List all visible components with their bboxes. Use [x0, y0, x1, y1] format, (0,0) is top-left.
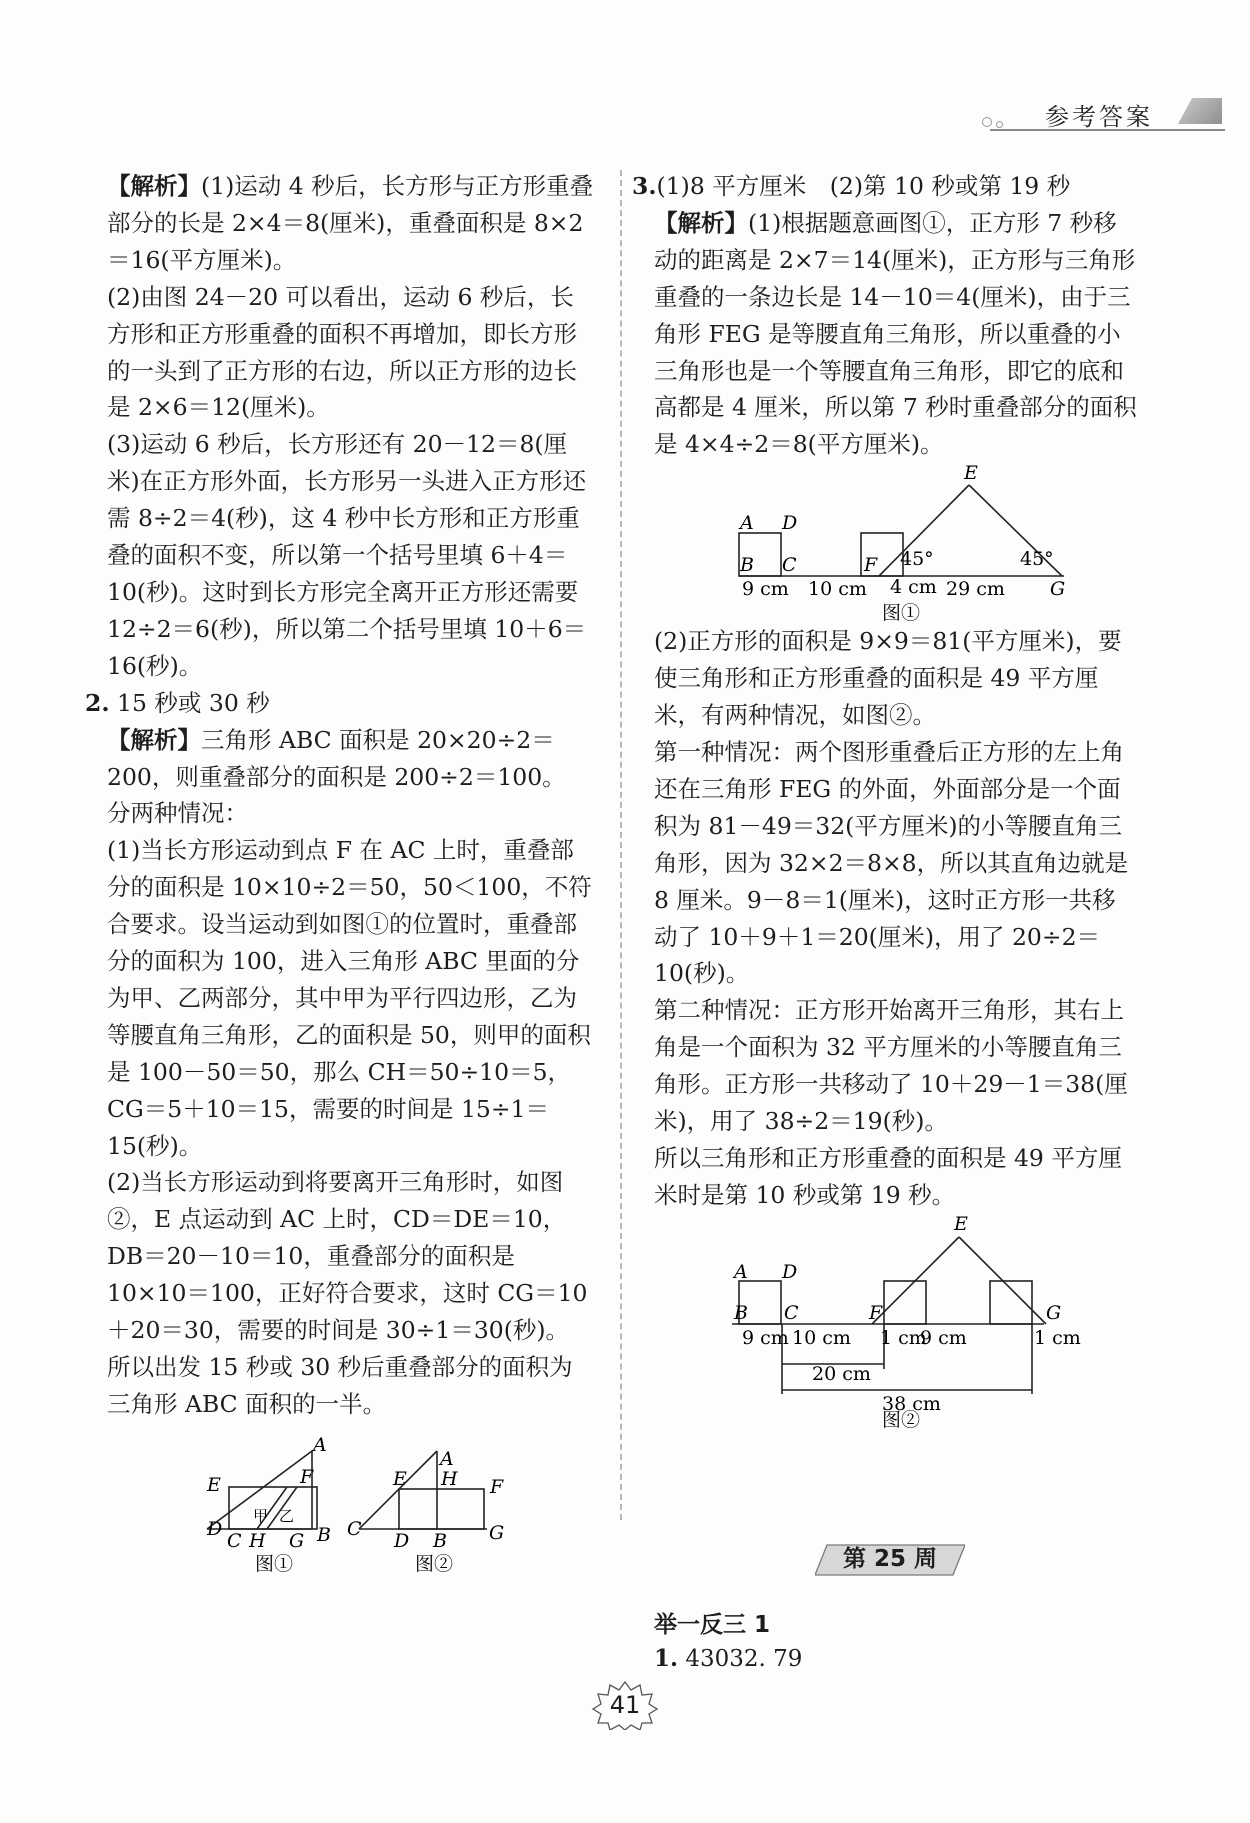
header-dot — [982, 117, 992, 127]
point-label-A: A — [734, 1260, 748, 1283]
point-label-D: D — [782, 1260, 798, 1283]
length-label: 10 cm — [792, 1326, 851, 1349]
point-label-A: A — [740, 512, 754, 535]
week-banner — [815, 1541, 965, 1579]
point-label-E: E — [207, 1473, 221, 1496]
length-label: 1 cm — [1034, 1326, 1081, 1349]
analysis-tag: 【解析】 — [654, 208, 748, 237]
length-label: 4 cm — [890, 576, 937, 599]
length-label: 1 cm — [880, 1326, 927, 1349]
answer-text: 43032. 79 — [685, 1646, 803, 1672]
analysis-tag: 【解析】 — [107, 172, 201, 200]
question-number: 1. — [654, 1645, 679, 1672]
page-header-title: 参考答案 — [1045, 103, 1153, 131]
question-number: 3. — [632, 172, 657, 200]
analysis-text: (1)运动 4 秒后，长方形与正方形重叠部分的长是 2×4＝8(厘米)，重叠面积是 8×2＝16(平方厘米)。 — [107, 172, 594, 274]
figure-left-2 — [359, 1451, 487, 1529]
page-number-text: 41 — [609, 1691, 641, 1719]
point-label-D: D — [782, 512, 798, 535]
week-title: 第 25 周 — [842, 1546, 938, 1572]
question-number: 2. — [85, 688, 110, 717]
section-title: 举一反三 1 — [654, 1612, 771, 1638]
analysis-paragraph — [107, 722, 594, 796]
point-label-G: G — [1046, 1301, 1062, 1324]
length-label: 9 cm — [742, 578, 789, 601]
length-label: 38 cm — [882, 1392, 941, 1415]
analysis-paragraph: 分两种情况： — [107, 799, 248, 828]
length-label: 9 cm — [920, 1326, 967, 1349]
point-label-B: B — [433, 1529, 447, 1552]
header-dot — [996, 121, 1003, 128]
question-answer — [632, 168, 1138, 205]
point-label-G: G — [1050, 578, 1066, 601]
left-column — [85, 168, 594, 1573]
point-label-B: B — [740, 554, 754, 577]
point-label-A: A — [440, 1447, 454, 1470]
analysis-paragraph: (2)当长方形运动到将要离开三角形时，如图②，E 点运动到 AC 上时，CD＝DE＝10，DB＝20－10＝10，重叠部分的面积是 10×10＝100，正好符合要求，这时 CG＝10＋20＝30，需要的时间是 30÷1＝30(秒)。 — [107, 1168, 588, 1345]
region-label-jia: 甲 — [253, 1506, 269, 1525]
page-number — [590, 1680, 660, 1730]
answer-text: (1)8 平方厘米 (2)第 10 秒或第 19 秒 — [656, 172, 1071, 200]
analysis-paragraph: 第一种情况：两个图形重叠后正方形的左上角还在三角形 FEG 的外面，外面部分是一个面积为 81－49＝32(平方厘米)的小等腰直角三角形，因为 32×2＝8×8，所以其直角边就是 8 厘米。9－8＝1(厘米)，这时正方形一共移动了 10＋9＋1＝20(厘米)，用了 20÷2＝10(秒)。 — [654, 737, 1129, 988]
point-label-A: A — [313, 1433, 327, 1456]
figure-caption: 图① — [255, 1552, 294, 1573]
left-figures — [107, 1423, 594, 1573]
analysis-paragraph: 所以三角形和正方形重叠的面积是 49 平方厘米时是第 10 秒或第 19 秒。 — [654, 1143, 1122, 1209]
right-figure-2 — [654, 1214, 1138, 1429]
analysis-paragraph — [107, 168, 594, 279]
length-label: 20 cm — [812, 1362, 871, 1385]
analysis-paragraph: (3)运动 6 秒后，长方形还有 20－12＝8(厘米)在正方形外面，长方形另一头进入正方形还需 8÷2＝4(秒)，这 4 秒中长方形和正方形重叠的面积不变，所以第一个括号里填 6＋4＝10(秒)。这时到长方形完全离开正方形还需要 12÷2＝6(秒)，所以第二个括号里填 10＋6＝16(秒)。 — [107, 430, 587, 680]
point-label-C: C — [784, 1301, 799, 1324]
point-label-B: B — [734, 1301, 748, 1324]
analysis-text: (1)根据题意画图①，正方形 7 秒移动的距离是 2×7＝14(厘米)，正方形与三角形重叠的一条边长是 14－10＝4(厘米)，由于三角形 FEG 是等腰直角三角形，所以重叠的小三角形也是一个等腰直角三角形，即它的底和高都是 4 厘米，所以第 7 秒时重叠部分的面积是 4×4÷2＝8(平方厘米)。 — [654, 208, 1137, 459]
figure-caption: 图① — [882, 602, 921, 624]
point-label-G: G — [489, 1521, 505, 1544]
point-label-E: E — [393, 1467, 407, 1490]
point-label-D: D — [394, 1529, 410, 1552]
point-label-C: C — [347, 1517, 362, 1540]
point-label-C: C — [782, 554, 797, 577]
analysis-paragraph — [654, 205, 1138, 463]
point-label-G: G — [289, 1529, 305, 1552]
point-label-C: C — [227, 1529, 242, 1552]
angle-label: 45° — [900, 548, 934, 571]
point-label-D: D — [207, 1517, 223, 1540]
angle-label: 45° — [1020, 548, 1054, 571]
point-label-F: F — [869, 1301, 883, 1324]
analysis-text: 三角形 ABC 面积是 20×20÷2＝200，则重叠部分的面积是 200÷2＝100。 — [107, 725, 566, 791]
answer-text: 15 秒或 30 秒 — [117, 688, 270, 717]
point-label-E: E — [954, 1213, 968, 1235]
column-divider — [620, 170, 622, 1520]
point-label-F: F — [864, 554, 878, 577]
region-label-yi: 乙 — [279, 1506, 295, 1525]
question-answer — [85, 685, 594, 722]
figure-caption: 图② — [415, 1552, 454, 1573]
point-label-F: F — [490, 1475, 504, 1498]
analysis-paragraph: 第二种情况：正方形开始离开三角形，其右上角是一个面积为 32 平方厘米的小等腰直角三角形。正方形一共移动了 10＋29－1＝38(厘米)，用了 38÷2＝19(秒)。 — [654, 996, 1128, 1136]
analysis-paragraph: 所以出发 15 秒或 30 秒后重叠部分的面积为三角形 ABC 面积的一半。 — [107, 1353, 573, 1418]
point-label-H: H — [441, 1467, 458, 1490]
point-label-H: H — [249, 1529, 266, 1552]
right-figure-1 — [654, 463, 1138, 623]
analysis-paragraph: (2)正方形的面积是 9×9＝81(平方厘米)，要使三角形和正方形重叠的面积是 49 平方厘米，有两种情况，如图②。 — [654, 627, 1122, 730]
analysis-paragraph: (2)由图 24－20 可以看出，运动 6 秒后，长方形和正方形重叠的面积不再增加，即长方形的一头到了正方形的右边，所以正方形的边长是 2×6＝12(厘米)。 — [107, 282, 577, 422]
point-label-E: E — [964, 463, 978, 485]
length-label: 10 cm — [808, 578, 867, 601]
point-label-F: F — [300, 1465, 314, 1488]
figure-caption: 图② — [882, 1408, 921, 1429]
right-column — [632, 168, 1138, 1429]
header-decoration — [1178, 98, 1222, 124]
length-label: 9 cm — [742, 1326, 789, 1349]
point-label-B: B — [317, 1523, 331, 1546]
length-label: 29 cm — [946, 578, 1005, 601]
question-answer — [654, 1645, 802, 1672]
analysis-paragraph: (1)当长方形运动到点 F 在 AC 上时，重叠部分的面积是 10×10÷2＝50，50＜100，不符合要求。设当运动到如图①的位置时，重叠部分的面积为 100，进入三角形 ABC 里面的分为甲、乙两部分，其中甲为平行四边形，乙为等腰直角三角形，乙的面积是 50，则甲的面积是 100－50＝50，那么 CH＝50÷10＝5，CG＝5＋10＝15，需要的时间是 15÷1＝15(秒)。 — [107, 836, 592, 1160]
analysis-tag: 【解析】 — [107, 725, 201, 754]
